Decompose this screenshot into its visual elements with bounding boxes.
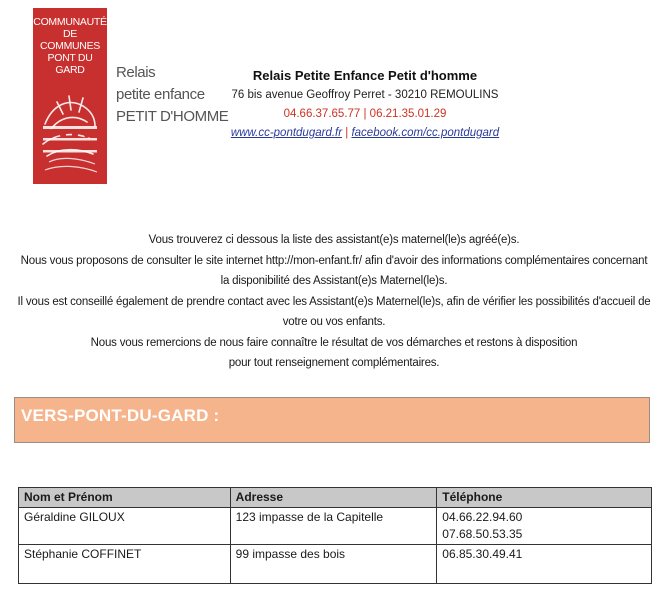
header-address: 76 bis avenue Geoffroy Perret - 30210 REMOULINS <box>231 89 499 101</box>
phone-number: 06.85.30.49.41 <box>442 547 523 561</box>
community-logo-text <box>33 16 107 76</box>
relais-line: Relais <box>116 64 156 81</box>
cell-phone <box>437 508 652 545</box>
link-separator: | <box>345 127 349 139</box>
pont-du-gard-icon <box>39 86 101 176</box>
town-title: VERS-PONT-DU-GARD : <box>21 406 220 425</box>
facebook-link[interactable]: facebook.com/cc.pontdugard <box>351 127 500 139</box>
intro-line: Nous vous remercions de nous faire connaître le résultat de vos démarches et restons à disposition <box>90 336 578 349</box>
intro-line: votre ou vos enfants. <box>282 316 386 328</box>
logo-line: COMMUNAUTÉ <box>33 16 107 28</box>
website-link[interactable]: www.cc-pontdugard.fr <box>230 127 343 139</box>
intro-line: pour tout renseignement complémentaires. <box>228 357 440 369</box>
header-phones: 04.66.37.65.77 | 06.21.35.01.29 <box>283 108 447 120</box>
logo-line: PONT DU GARD <box>47 52 93 76</box>
cell-name: Géraldine GILOUX <box>19 508 231 545</box>
cell-name: Stéphanie COFFINET <box>19 545 231 584</box>
cell-address: 123 impasse de la Capitelle <box>230 508 437 545</box>
community-logo <box>33 8 107 184</box>
header-title: Relais Petite Enfance Petit d'homme <box>252 68 478 83</box>
column-header-address: Adresse <box>230 488 437 508</box>
phone-number: 04.66.22.94.60 <box>442 510 523 524</box>
cell-phone <box>437 545 652 584</box>
header-links <box>230 124 500 143</box>
town-banner <box>14 397 650 443</box>
column-header-phone: Téléphone <box>437 488 652 508</box>
relais-line: petite enfance <box>116 86 205 103</box>
intro-line: Nous vous proposons de consulter le site internet http://mon-enfant.fr/ afin d'avoir des informations complémentaires concernant <box>20 254 648 267</box>
table-row <box>19 508 652 545</box>
phone-number: 07.68.50.53.35 <box>442 527 523 541</box>
column-header-name: Nom et Prénom <box>19 488 231 508</box>
intro-line: Vous trouverez ci dessous la liste des assistant(e)s maternel(le)s agréé(e)s. <box>148 234 520 246</box>
cell-address: 99 impasse des bois <box>230 545 437 584</box>
assistant-table <box>18 487 652 584</box>
intro-text <box>14 230 654 374</box>
relais-logo-text <box>116 62 228 128</box>
logo-line: DE COMMUNES <box>39 28 100 52</box>
table-header-row <box>19 488 652 508</box>
table-row <box>19 545 652 584</box>
intro-line: la disponibilité des Assistant(e)s Maternel(le)s. <box>220 275 448 287</box>
relais-line: PETIT D'HOMME <box>116 108 229 125</box>
header-contact <box>230 66 500 143</box>
intro-line: Il vous est conseillé également de prendre contact avec les Assistant(e)s Maternel(le)s, afin de vérifier les possibilités d'accueil de <box>17 295 651 308</box>
